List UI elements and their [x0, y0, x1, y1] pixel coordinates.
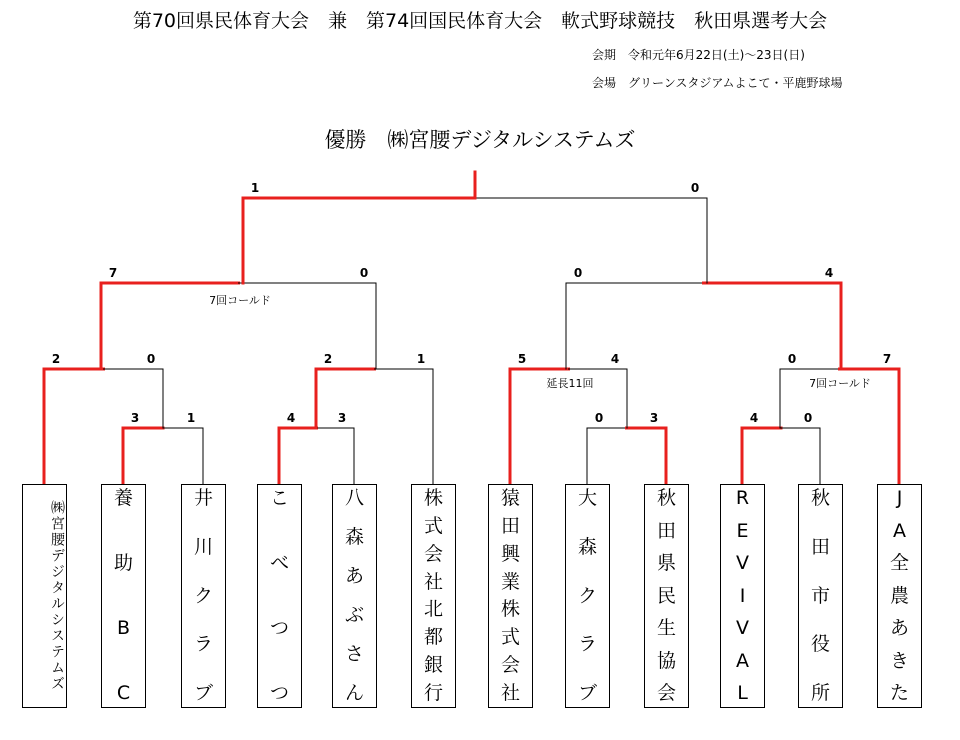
team-name-char: J: [896, 487, 903, 509]
team-name-char: 協: [656, 649, 676, 672]
score-qf4-left: 0: [787, 352, 797, 366]
team-name-char: ブ: [193, 682, 213, 704]
score-r1_b-left: 4: [286, 411, 296, 425]
team-name-char: 北: [423, 598, 443, 621]
team-name-char: 田: [656, 519, 676, 542]
team-name-char: 養: [113, 487, 133, 509]
team-name-char: つ: [269, 617, 289, 639]
note-qf3: 延長11回: [546, 377, 594, 390]
team-name-char: さ: [344, 643, 364, 665]
team-name-char: 式: [423, 514, 443, 537]
score-r1_c-right: 3: [649, 411, 659, 425]
team-name-char: ブ: [577, 682, 597, 704]
team-name-char: V: [736, 617, 749, 639]
team-name-char: あ: [889, 617, 909, 639]
team-name-char: つ: [269, 682, 289, 704]
team-name: [23, 487, 66, 705]
score-qf1-left: 2: [51, 352, 61, 366]
team-name-char: ん: [344, 682, 364, 704]
team-box: [877, 484, 922, 708]
team-name-char: C: [116, 682, 131, 704]
team-name: [333, 489, 376, 703]
score-r1_a-right: 1: [186, 411, 196, 425]
team-name-char: 株: [500, 598, 520, 621]
team-name-char: 会: [500, 654, 520, 677]
score-final-left: 1: [250, 181, 260, 195]
team-name: [182, 489, 225, 703]
note-sf-left: 7回コールド: [209, 294, 271, 307]
team-name-char: 式: [500, 626, 520, 649]
team-name: [566, 489, 609, 703]
team-name-char: B: [116, 617, 131, 639]
team-name-char: 田: [500, 514, 520, 537]
team-name-char: 猿: [500, 487, 520, 509]
team-name-char: ク: [577, 584, 597, 607]
team-name-char: 市: [810, 584, 830, 607]
score-r1_a-left: 3: [130, 411, 140, 425]
team-name-char: 興: [500, 542, 520, 565]
team-name: [412, 489, 455, 703]
team-name-char: 助: [113, 552, 133, 574]
team-name-char: 川: [193, 535, 213, 558]
team-box: [332, 484, 377, 708]
team-name-char: た: [889, 682, 909, 704]
team-name-char: ぶ: [344, 604, 364, 626]
team-name-char: こ: [269, 487, 289, 509]
team-name-char: 業: [500, 570, 520, 593]
team-name-char: 株: [423, 487, 443, 509]
page-title: 第70回県民体育大会 兼 第74回国民体育大会 軟式野球競技 秋田県選考大会: [132, 10, 828, 32]
team-name-char: R: [735, 487, 750, 509]
team-name-char: 所: [810, 682, 830, 704]
team-name-char: 森: [344, 526, 364, 548]
score-qf3-left: 5: [517, 352, 527, 366]
team-name-char: 秋: [656, 487, 676, 509]
team-name-char: 田: [810, 535, 830, 558]
score-sf_left-left: 7: [108, 266, 118, 280]
team-name-char: 秋: [810, 487, 830, 509]
team-name-char: べ: [269, 552, 289, 574]
team-name-char: E: [736, 519, 749, 542]
team-box: [181, 484, 226, 708]
meeting-period: 会期 令和元年6月22日(土)〜23日(日): [592, 48, 805, 62]
team-box: [720, 484, 765, 708]
team-name-char: 役: [810, 633, 830, 656]
score-r1_d-right: 0: [803, 411, 813, 425]
team-name: [489, 489, 532, 703]
team-name-char: ラ: [577, 633, 597, 656]
team-name-char: 社: [500, 681, 520, 704]
team-name: [878, 489, 921, 703]
team-name-char: ラ: [193, 633, 213, 656]
team-box: [22, 484, 67, 708]
score-r1_c-left: 0: [594, 411, 604, 425]
team-name-char: き: [889, 649, 909, 672]
team-box: [644, 484, 689, 708]
team-name-char: 全: [889, 552, 909, 574]
team-name-char: 銀: [423, 654, 443, 677]
team-box: [411, 484, 456, 708]
team-name-char: ク: [193, 584, 213, 607]
team-name-char: 都: [423, 626, 443, 649]
team-name: [799, 489, 842, 703]
team-name: [102, 489, 145, 703]
team-name-char: 大: [577, 487, 597, 509]
team-name-char: A: [736, 649, 749, 672]
team-name: [721, 489, 764, 703]
team-name-column: ㈱宮腰デジタル: [49, 500, 65, 612]
score-sf_left-right: 0: [359, 266, 369, 280]
team-name-char: 井: [193, 487, 213, 509]
team-name-column: システムズ: [49, 612, 65, 692]
team-box: [565, 484, 610, 708]
team-name-char: 八: [344, 487, 364, 509]
team-name-char: 民: [656, 584, 676, 607]
score-qf2-right: 1: [416, 352, 426, 366]
team-name-char: 行: [423, 681, 443, 704]
score-qf3-right: 4: [610, 352, 620, 366]
score-r1_b-right: 3: [337, 411, 347, 425]
venue: 会場 グリーンスタジアムよこて・平鹿野球場: [592, 76, 843, 90]
team-name-char: L: [737, 682, 748, 704]
score-final-right: 0: [690, 181, 700, 195]
team-box: [101, 484, 146, 708]
score-qf1-right: 0: [146, 352, 156, 366]
score-sf_right-left: 0: [573, 266, 583, 280]
score-qf4-right: 7: [882, 352, 892, 366]
team-name-char: あ: [344, 565, 364, 587]
score-qf2-left: 2: [323, 352, 333, 366]
champion-label: 優勝 ㈱宮腰デジタルシステムズ: [324, 128, 636, 152]
team-name-char: 森: [577, 535, 597, 558]
note-qf4: 7回コールド: [809, 377, 871, 390]
team-name-char: 社: [423, 570, 443, 593]
team-box: [488, 484, 533, 708]
team-name-char: V: [736, 552, 749, 574]
team-name-char: 会: [423, 542, 443, 565]
team-name-char: 会: [656, 682, 676, 704]
team-name: [645, 489, 688, 703]
team-name-char: 農: [889, 584, 909, 607]
score-sf_right-right: 4: [824, 266, 834, 280]
team-box: [798, 484, 843, 708]
team-name-char: 生: [656, 617, 676, 639]
score-r1_d-left: 4: [749, 411, 759, 425]
team-name-char: I: [739, 584, 746, 607]
team-name-char: A: [893, 519, 906, 542]
team-name: [258, 489, 301, 703]
team-box: [257, 484, 302, 708]
team-name-char: 県: [656, 552, 676, 574]
